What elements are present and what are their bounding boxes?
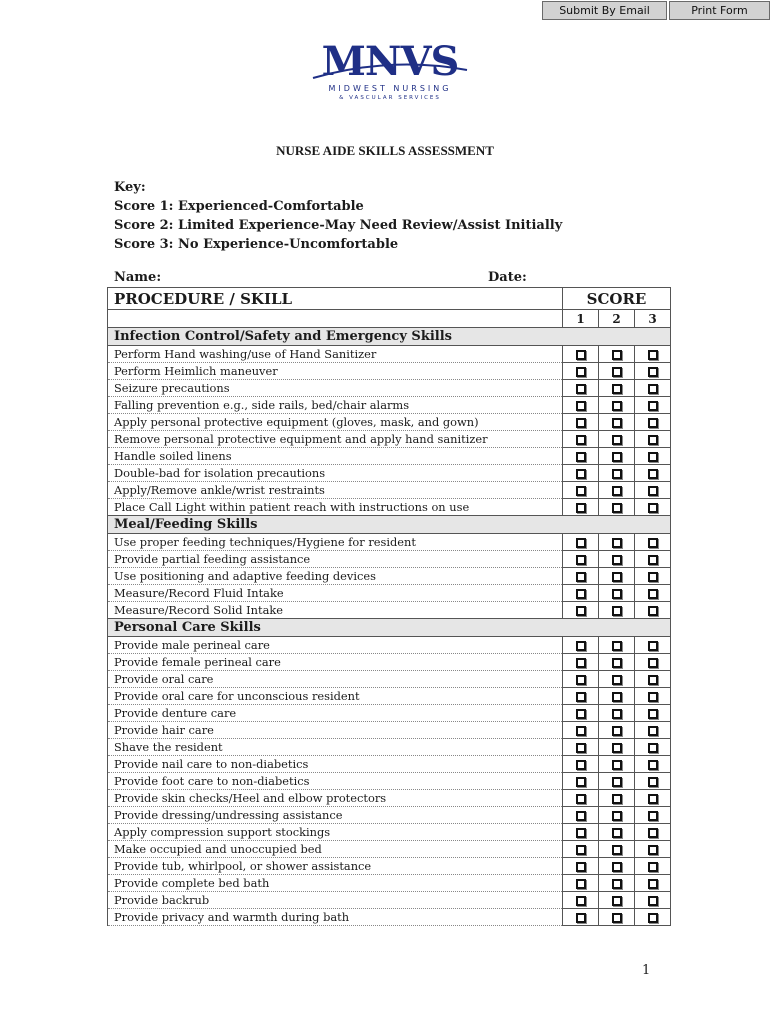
score-cell bbox=[599, 568, 635, 585]
score-3-checkbox[interactable] bbox=[648, 913, 658, 923]
skill-label: Use proper feeding techniques/Hygiene for resident bbox=[108, 534, 563, 551]
skill-row bbox=[108, 654, 671, 671]
score-cell bbox=[563, 482, 599, 499]
score-cell bbox=[635, 346, 671, 363]
score-cell bbox=[635, 637, 671, 654]
skill-label: Provide male perineal care bbox=[108, 637, 563, 654]
score-cell bbox=[635, 551, 671, 568]
score-cell bbox=[635, 892, 671, 909]
score-cell bbox=[599, 363, 635, 380]
score-2-checkbox[interactable] bbox=[612, 555, 622, 565]
score-cell bbox=[635, 380, 671, 397]
skill-label: Measure/Record Solid Intake bbox=[108, 602, 563, 619]
score-cell bbox=[599, 858, 635, 875]
skill-row bbox=[108, 824, 671, 841]
score-cell bbox=[563, 363, 599, 380]
score-cell bbox=[563, 380, 599, 397]
score-cell bbox=[599, 448, 635, 465]
score-cell bbox=[599, 756, 635, 773]
skill-label: Provide skin checks/Heel and elbow protectors bbox=[108, 790, 563, 807]
skill-row bbox=[108, 773, 671, 790]
score-1-checkbox[interactable] bbox=[576, 675, 586, 685]
score-1-checkbox[interactable] bbox=[576, 367, 586, 377]
score-cell bbox=[563, 346, 599, 363]
score-cell bbox=[635, 482, 671, 499]
score-cell bbox=[599, 482, 635, 499]
skill-row bbox=[108, 807, 671, 824]
skill-label: Measure/Record Fluid Intake bbox=[108, 585, 563, 602]
score-2-checkbox[interactable] bbox=[612, 675, 622, 685]
score-cell bbox=[635, 448, 671, 465]
score-cell bbox=[563, 892, 599, 909]
score-1-checkbox[interactable] bbox=[576, 862, 586, 872]
score-cell bbox=[563, 637, 599, 654]
score-3-checkbox[interactable] bbox=[648, 709, 658, 719]
skill-label: Provide partial feeding assistance bbox=[108, 551, 563, 568]
score-3-checkbox[interactable] bbox=[648, 589, 658, 599]
score-cell bbox=[635, 790, 671, 807]
score-cell bbox=[635, 807, 671, 824]
score-1-checkbox[interactable] bbox=[576, 726, 586, 736]
skill-label: Seizure precautions bbox=[108, 380, 563, 397]
score-1-checkbox[interactable] bbox=[576, 794, 586, 804]
score-cell bbox=[563, 824, 599, 841]
score-cell bbox=[635, 858, 671, 875]
score-cell bbox=[599, 705, 635, 722]
score-1-checkbox[interactable] bbox=[576, 760, 586, 770]
score-cell bbox=[563, 534, 599, 551]
score-2-checkbox[interactable] bbox=[612, 709, 622, 719]
score-3-checkbox[interactable] bbox=[648, 862, 658, 872]
procedure-header: PROCEDURE / SKILL bbox=[108, 288, 563, 310]
score-cell bbox=[599, 431, 635, 448]
name-label: Name: bbox=[114, 270, 162, 285]
skill-label: Provide female perineal care bbox=[108, 654, 563, 671]
skill-label: Provide oral care bbox=[108, 671, 563, 688]
skill-row bbox=[108, 397, 671, 414]
score-col-1: 1 bbox=[563, 310, 599, 328]
score-1-checkbox[interactable] bbox=[576, 486, 586, 496]
score-cell bbox=[599, 551, 635, 568]
score-3-checkbox[interactable] bbox=[648, 435, 658, 445]
skill-label: Provide denture care bbox=[108, 705, 563, 722]
score-cell bbox=[563, 602, 599, 619]
score-cell bbox=[563, 585, 599, 602]
score-2-checkbox[interactable] bbox=[612, 572, 622, 582]
score-2-checkbox[interactable] bbox=[612, 350, 622, 360]
key-line: Score 2: Limited Experience-May Need Review/Assist Initially bbox=[114, 218, 563, 233]
skill-row bbox=[108, 414, 671, 431]
skill-label: Apply compression support stockings bbox=[108, 824, 563, 841]
skill-label: Provide foot care to non-diabetics bbox=[108, 773, 563, 790]
score-3-checkbox[interactable] bbox=[648, 452, 658, 462]
score-2-checkbox[interactable] bbox=[612, 794, 622, 804]
score-2-checkbox[interactable] bbox=[612, 692, 622, 702]
score-1-checkbox[interactable] bbox=[576, 401, 586, 411]
skill-row bbox=[108, 756, 671, 773]
skill-label: Provide backrub bbox=[108, 892, 563, 909]
score-cell bbox=[563, 909, 599, 926]
score-2-checkbox[interactable] bbox=[612, 879, 622, 889]
score-3-checkbox[interactable] bbox=[648, 538, 658, 548]
skill-label: Provide hair care bbox=[108, 722, 563, 739]
section-title: Infection Control/Safety and Emergency Skills bbox=[108, 328, 671, 346]
skill-row bbox=[108, 705, 671, 722]
skills-table bbox=[107, 287, 671, 926]
score-cell bbox=[599, 637, 635, 654]
score-1-checkbox[interactable] bbox=[576, 709, 586, 719]
score-cell bbox=[599, 585, 635, 602]
score-2-checkbox[interactable] bbox=[612, 845, 622, 855]
score-3-checkbox[interactable] bbox=[648, 777, 658, 787]
score-2-checkbox[interactable] bbox=[612, 486, 622, 496]
score-cell bbox=[635, 773, 671, 790]
skill-row bbox=[108, 431, 671, 448]
score-cell bbox=[635, 397, 671, 414]
score-cell bbox=[563, 756, 599, 773]
logo-mark: MNVS bbox=[321, 38, 459, 85]
skill-row bbox=[108, 602, 671, 619]
score-1-checkbox[interactable] bbox=[576, 641, 586, 651]
skill-label: Provide oral care for unconscious resident bbox=[108, 688, 563, 705]
score-cell bbox=[599, 688, 635, 705]
score-1-checkbox[interactable] bbox=[576, 913, 586, 923]
score-3-checkbox[interactable] bbox=[648, 658, 658, 668]
score-3-checkbox[interactable] bbox=[648, 760, 658, 770]
skill-label: Provide privacy and warmth during bath bbox=[108, 909, 563, 926]
skill-row bbox=[108, 465, 671, 482]
score-cell bbox=[635, 756, 671, 773]
score-1-checkbox[interactable] bbox=[576, 452, 586, 462]
submit-by-email-button[interactable]: Submit By Email bbox=[542, 1, 667, 20]
score-2-checkbox[interactable] bbox=[612, 896, 622, 906]
score-2-checkbox[interactable] bbox=[612, 469, 622, 479]
section-title: Personal Care Skills bbox=[108, 619, 671, 637]
logo-subtitle-small: & VASCULAR SERVICES bbox=[339, 95, 441, 101]
skill-label: Remove personal protective equipment and apply hand sanitizer bbox=[108, 431, 563, 448]
section-header-row bbox=[108, 328, 671, 346]
score-3-checkbox[interactable] bbox=[648, 401, 658, 411]
score-1-checkbox[interactable] bbox=[576, 350, 586, 360]
score-3-checkbox[interactable] bbox=[648, 743, 658, 753]
score-3-checkbox[interactable] bbox=[648, 555, 658, 565]
skill-row bbox=[108, 841, 671, 858]
skill-label: Provide complete bed bath bbox=[108, 875, 563, 892]
score-1-checkbox[interactable] bbox=[576, 743, 586, 753]
score-3-checkbox[interactable] bbox=[648, 486, 658, 496]
page-number: 1 bbox=[642, 963, 651, 978]
section-header-row bbox=[108, 516, 671, 534]
score-1-checkbox[interactable] bbox=[576, 384, 586, 394]
score-3-checkbox[interactable] bbox=[648, 845, 658, 855]
score-1-checkbox[interactable] bbox=[576, 538, 586, 548]
score-1-checkbox[interactable] bbox=[576, 555, 586, 565]
score-cell bbox=[599, 875, 635, 892]
score-cell bbox=[635, 534, 671, 551]
section-header-row bbox=[108, 619, 671, 637]
print-form-button[interactable]: Print Form bbox=[669, 1, 770, 20]
score-cell bbox=[635, 824, 671, 841]
score-cell bbox=[635, 414, 671, 431]
score-cell bbox=[635, 465, 671, 482]
score-2-checkbox[interactable] bbox=[612, 367, 622, 377]
score-1-checkbox[interactable] bbox=[576, 435, 586, 445]
score-3-checkbox[interactable] bbox=[648, 726, 658, 736]
score-2-checkbox[interactable] bbox=[612, 384, 622, 394]
score-3-checkbox[interactable] bbox=[648, 879, 658, 889]
score-cell bbox=[599, 909, 635, 926]
skill-row bbox=[108, 875, 671, 892]
skill-label: Falling prevention e.g., side rails, bed/chair alarms bbox=[108, 397, 563, 414]
score-1-checkbox[interactable] bbox=[576, 692, 586, 702]
skill-row bbox=[108, 892, 671, 909]
score-3-checkbox[interactable] bbox=[648, 469, 658, 479]
blank-cell bbox=[108, 310, 563, 328]
skill-row bbox=[108, 909, 671, 926]
score-1-checkbox[interactable] bbox=[576, 606, 586, 616]
skill-label: Use positioning and adaptive feeding devices bbox=[108, 568, 563, 585]
score-2-checkbox[interactable] bbox=[612, 913, 622, 923]
score-cell bbox=[563, 499, 599, 516]
score-cell bbox=[599, 346, 635, 363]
page-title: NURSE AIDE SKILLS ASSESSMENT bbox=[276, 143, 494, 158]
score-2-checkbox[interactable] bbox=[612, 503, 622, 513]
score-cell bbox=[599, 380, 635, 397]
score-cell bbox=[599, 465, 635, 482]
score-cell bbox=[635, 568, 671, 585]
score-cell bbox=[635, 722, 671, 739]
score-cell bbox=[599, 397, 635, 414]
skill-row bbox=[108, 499, 671, 516]
skill-row bbox=[108, 858, 671, 875]
skill-label: Provide tub, whirlpool, or shower assistance bbox=[108, 858, 563, 875]
score-2-checkbox[interactable] bbox=[612, 760, 622, 770]
skill-row bbox=[108, 534, 671, 551]
score-1-checkbox[interactable] bbox=[576, 811, 586, 821]
score-cell bbox=[563, 551, 599, 568]
score-cell bbox=[635, 841, 671, 858]
score-3-checkbox[interactable] bbox=[648, 350, 658, 360]
score-cell bbox=[599, 739, 635, 756]
score-cell bbox=[599, 892, 635, 909]
skill-label: Handle soiled linens bbox=[108, 448, 563, 465]
score-3-checkbox[interactable] bbox=[648, 367, 658, 377]
score-cell bbox=[599, 654, 635, 671]
skill-row bbox=[108, 790, 671, 807]
score-cell bbox=[599, 602, 635, 619]
score-3-checkbox[interactable] bbox=[648, 572, 658, 582]
score-1-checkbox[interactable] bbox=[576, 777, 586, 787]
score-cell bbox=[599, 499, 635, 516]
section-title: Meal/Feeding Skills bbox=[108, 516, 671, 534]
score-col-2: 2 bbox=[599, 310, 635, 328]
score-2-checkbox[interactable] bbox=[612, 641, 622, 651]
skill-label: Provide nail care to non-diabetics bbox=[108, 756, 563, 773]
score-3-checkbox[interactable] bbox=[648, 811, 658, 821]
score-cell bbox=[599, 807, 635, 824]
skill-row bbox=[108, 482, 671, 499]
score-3-checkbox[interactable] bbox=[648, 418, 658, 428]
score-cell bbox=[563, 431, 599, 448]
key-line: Score 3: No Experience-Uncomfortable bbox=[114, 237, 399, 252]
date-label: Date: bbox=[488, 270, 527, 285]
score-cell bbox=[563, 807, 599, 824]
score-3-checkbox[interactable] bbox=[648, 675, 658, 685]
score-cell bbox=[599, 773, 635, 790]
score-cell bbox=[599, 790, 635, 807]
skill-row bbox=[108, 346, 671, 363]
score-1-checkbox[interactable] bbox=[576, 845, 586, 855]
score-2-checkbox[interactable] bbox=[612, 777, 622, 787]
score-2-checkbox[interactable] bbox=[612, 743, 622, 753]
score-2-checkbox[interactable] bbox=[612, 862, 622, 872]
score-header: SCORE bbox=[563, 288, 671, 310]
score-1-checkbox[interactable] bbox=[576, 879, 586, 889]
score-cell bbox=[599, 824, 635, 841]
skill-label: Double-bad for isolation precautions bbox=[108, 465, 563, 482]
score-1-checkbox[interactable] bbox=[576, 418, 586, 428]
score-2-checkbox[interactable] bbox=[612, 811, 622, 821]
score-2-checkbox[interactable] bbox=[612, 658, 622, 668]
score-2-checkbox[interactable] bbox=[612, 401, 622, 411]
score-cell bbox=[635, 705, 671, 722]
score-cell bbox=[563, 448, 599, 465]
skill-row bbox=[108, 568, 671, 585]
skill-label: Apply personal protective equipment (gloves, mask, and gown) bbox=[108, 414, 563, 431]
score-cell bbox=[563, 790, 599, 807]
skill-row bbox=[108, 688, 671, 705]
score-cell bbox=[599, 534, 635, 551]
score-cell bbox=[563, 875, 599, 892]
skill-row bbox=[108, 739, 671, 756]
score-cell bbox=[599, 671, 635, 688]
score-3-checkbox[interactable] bbox=[648, 794, 658, 804]
skill-label: Apply/Remove ankle/wrist restraints bbox=[108, 482, 563, 499]
score-2-checkbox[interactable] bbox=[612, 726, 622, 736]
score-cell bbox=[635, 875, 671, 892]
skill-label: Make occupied and unoccupied bed bbox=[108, 841, 563, 858]
skill-row bbox=[108, 551, 671, 568]
skill-label: Shave the resident bbox=[108, 739, 563, 756]
score-2-checkbox[interactable] bbox=[612, 828, 622, 838]
score-3-checkbox[interactable] bbox=[648, 503, 658, 513]
score-3-checkbox[interactable] bbox=[648, 606, 658, 616]
score-cell bbox=[635, 431, 671, 448]
score-3-checkbox[interactable] bbox=[648, 384, 658, 394]
skill-label: Perform Heimlich maneuver bbox=[108, 363, 563, 380]
score-3-checkbox[interactable] bbox=[648, 641, 658, 651]
skill-label: Provide dressing/undressing assistance bbox=[108, 807, 563, 824]
skill-label: Perform Hand washing/use of Hand Sanitizer bbox=[108, 346, 563, 363]
score-cell bbox=[563, 465, 599, 482]
score-cell bbox=[599, 414, 635, 431]
score-cell bbox=[563, 773, 599, 790]
score-cell bbox=[635, 654, 671, 671]
score-2-checkbox[interactable] bbox=[612, 606, 622, 616]
score-cell bbox=[635, 585, 671, 602]
skill-row bbox=[108, 671, 671, 688]
score-cell bbox=[563, 397, 599, 414]
score-cell bbox=[563, 654, 599, 671]
score-2-checkbox[interactable] bbox=[612, 418, 622, 428]
score-2-checkbox[interactable] bbox=[612, 589, 622, 599]
score-2-checkbox[interactable] bbox=[612, 435, 622, 445]
company-logo bbox=[305, 40, 475, 110]
score-cell bbox=[563, 841, 599, 858]
score-cell bbox=[563, 671, 599, 688]
score-cell bbox=[635, 688, 671, 705]
score-3-checkbox[interactable] bbox=[648, 828, 658, 838]
key-heading: Key: bbox=[114, 180, 146, 195]
score-cell bbox=[563, 722, 599, 739]
score-cell bbox=[635, 363, 671, 380]
score-1-checkbox[interactable] bbox=[576, 589, 586, 599]
score-cell bbox=[563, 858, 599, 875]
score-1-checkbox[interactable] bbox=[576, 896, 586, 906]
score-2-checkbox[interactable] bbox=[612, 452, 622, 462]
skill-row bbox=[108, 722, 671, 739]
skill-row bbox=[108, 380, 671, 397]
score-1-checkbox[interactable] bbox=[576, 572, 586, 582]
score-cell bbox=[635, 602, 671, 619]
score-1-checkbox[interactable] bbox=[576, 469, 586, 479]
skill-row bbox=[108, 363, 671, 380]
score-1-checkbox[interactable] bbox=[576, 658, 586, 668]
score-cell bbox=[635, 499, 671, 516]
skill-row bbox=[108, 637, 671, 654]
score-cell bbox=[563, 414, 599, 431]
score-cell bbox=[563, 739, 599, 756]
score-key bbox=[114, 178, 562, 254]
skill-label: Place Call Light within patient reach with instructions on use bbox=[108, 499, 563, 516]
score-3-checkbox[interactable] bbox=[648, 896, 658, 906]
score-cell bbox=[635, 909, 671, 926]
score-cell bbox=[599, 722, 635, 739]
skill-row bbox=[108, 448, 671, 465]
score-2-checkbox[interactable] bbox=[612, 538, 622, 548]
score-cell bbox=[635, 739, 671, 756]
score-3-checkbox[interactable] bbox=[648, 692, 658, 702]
score-cell bbox=[563, 705, 599, 722]
score-cell bbox=[599, 841, 635, 858]
score-cell bbox=[563, 568, 599, 585]
score-cell bbox=[635, 671, 671, 688]
score-1-checkbox[interactable] bbox=[576, 828, 586, 838]
skill-row bbox=[108, 585, 671, 602]
key-line: Score 1: Experienced-Comfortable bbox=[114, 199, 364, 214]
score-1-checkbox[interactable] bbox=[576, 503, 586, 513]
logo-subtitle: MIDWEST NURSING bbox=[328, 84, 452, 93]
score-col-3: 3 bbox=[635, 310, 671, 328]
score-cell bbox=[563, 688, 599, 705]
